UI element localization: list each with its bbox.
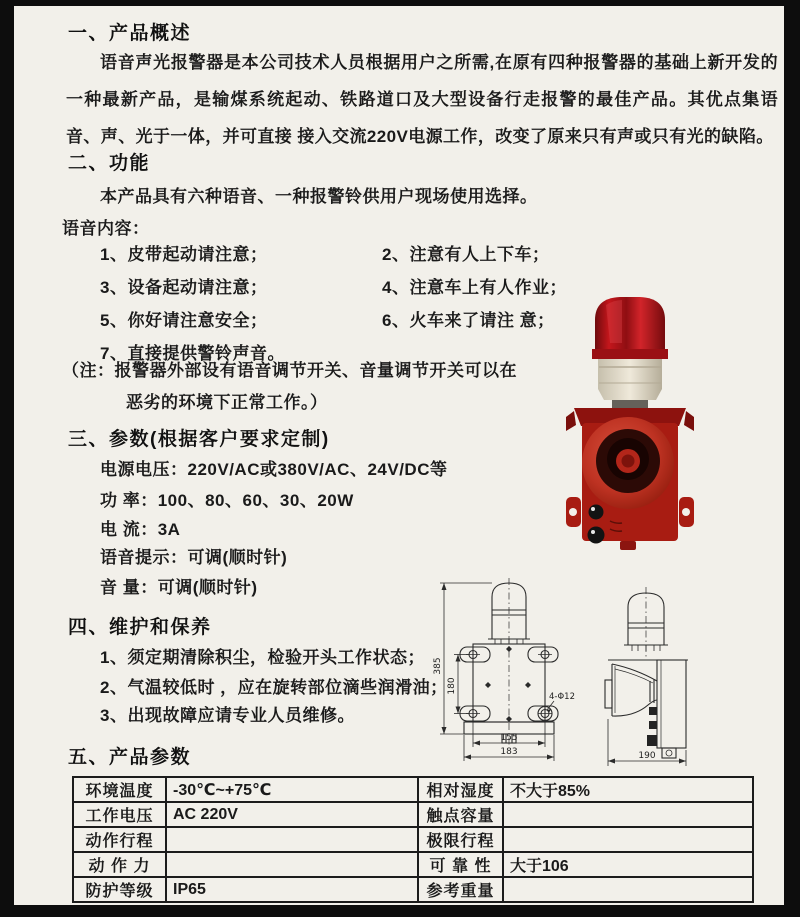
front-view-drawing	[433, 576, 605, 764]
section-heading-maintenance: 四、维护和保养	[68, 617, 212, 638]
table-row	[73, 802, 753, 827]
table-cell	[166, 852, 418, 877]
bottom-bolt	[620, 541, 636, 550]
product-parameters-table	[72, 776, 754, 903]
dim-depth: 190	[638, 751, 656, 761]
product-photo-alarm	[566, 293, 694, 553]
table-cell	[503, 802, 753, 827]
voice-item-3: 3、设备起动请注意；	[100, 278, 268, 297]
maintenance-item-1: 1、须定期清除积尘，检验开头工作状态；	[100, 648, 425, 667]
section-heading-parameters: 三、参数(根据客户要求定制)	[68, 429, 330, 450]
table-cell	[503, 827, 753, 852]
table-cell: 环境温度	[73, 777, 166, 802]
param-current: 电 流：3A	[100, 520, 181, 539]
table-row	[73, 877, 753, 902]
table-cell: 动 作 力	[73, 852, 166, 877]
param-supply-voltage: 电源电压：220V/AC或380V/AC、24V/DC等	[100, 460, 448, 479]
table-cell: 可 靠 性	[418, 852, 503, 877]
table-cell: 不大于85%	[503, 777, 753, 802]
document-page	[14, 6, 784, 905]
section-heading-overview: 一、产品概述	[68, 23, 192, 44]
table-row	[73, 777, 753, 802]
voice-item-7: 7、直接提供警铃声音。	[100, 344, 285, 363]
beacon-base	[598, 359, 662, 400]
voice-item-1: 1、皮带起动请注意；	[100, 245, 268, 264]
table-cell	[503, 877, 753, 902]
dim-overall-height: 385	[433, 657, 443, 675]
horn-speaker	[582, 417, 674, 509]
dim-base-width: 183	[500, 747, 518, 757]
section-heading-functions: 二、功能	[68, 153, 151, 174]
voice-item-5: 5、你好请注意安全；	[100, 311, 268, 330]
functions-intro: 本产品具有六种语音、一种报警铃供用户现场使用选择。	[100, 187, 538, 206]
param-power: 功 率：100、80、60、30、20W	[100, 491, 354, 510]
plate-wing-left	[566, 411, 576, 431]
table-cell: 极限行程	[418, 827, 503, 852]
plate-wing-right	[684, 411, 694, 431]
table-cell: -30℃~+75℃	[166, 777, 418, 802]
mounting-ear-right	[679, 497, 694, 527]
hole-note-label: 4-Φ12	[549, 692, 575, 702]
table-row	[73, 852, 753, 877]
table-cell: 工作电压	[73, 802, 166, 827]
functions-note-line2: 恶劣的环境下正常工作。）	[126, 393, 328, 412]
beacon-light	[592, 297, 668, 359]
overview-paragraph: 语音声光报警器是本公司技术人员根据用户之所需,在原有四种报警器的基础上新开发的一种最新产品，是输煤系统起动、铁路道口及大型设备行走报警的最佳产品。其优点集语音、声、光于一体，并可直接 接入交流220V电源工作，改变了原来只有声或只有光的缺陷。	[66, 53, 778, 146]
mounting-ear-left	[566, 497, 581, 527]
section-heading-product-table: 五、产品参数	[68, 747, 192, 768]
table-cell: 防护等级	[73, 877, 166, 902]
param-volume: 音 量：可调(顺时针)	[100, 578, 258, 597]
maintenance-item-2: 2、气温较低时 ，应在旋转部位滴些润滑油；	[100, 678, 448, 697]
side-view-drawing	[598, 583, 778, 771]
functions-note-line1: （注：报警器外部设有语音调节开关、音量调节开关可以在	[62, 361, 517, 380]
dim-hole-horizontal: 155	[500, 733, 518, 743]
table-cell: 相对湿度	[418, 777, 503, 802]
table-cell	[166, 827, 418, 852]
dim-hole-vertical: 180	[447, 677, 457, 695]
voice-item-4: 4、注意车上有人作业；	[382, 278, 567, 297]
voice-content-label: 语音内容：	[62, 219, 150, 238]
table-cell: AC 220V	[166, 802, 418, 827]
voice-item-6: 6、火车来了请注 意；	[382, 311, 555, 330]
table-cell: IP65	[166, 877, 418, 902]
table-cell: 触点容量	[418, 802, 503, 827]
table-cell: 大于106	[503, 852, 753, 877]
table-cell: 动作行程	[73, 827, 166, 852]
maintenance-item-3: 3、出现故障应请专业人员维修。	[100, 706, 355, 725]
table-row	[73, 827, 753, 852]
table-cell: 参考重量	[418, 877, 503, 902]
beacon-connector	[612, 400, 648, 408]
param-voice-prompt: 语音提示：可调(顺时针)	[100, 548, 288, 567]
voice-item-2: 2、注意有人上下车；	[382, 245, 550, 264]
